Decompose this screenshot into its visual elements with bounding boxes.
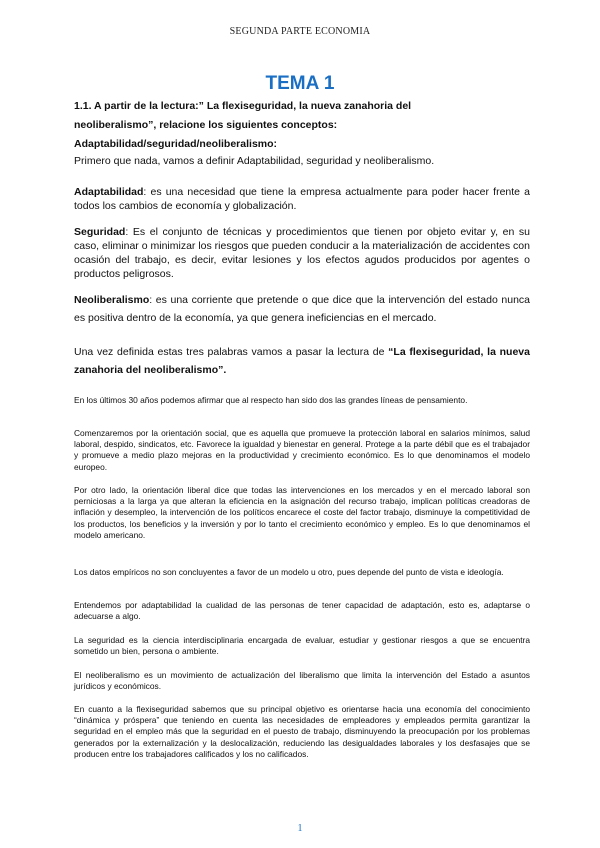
body-paragraph: Entendemos por adaptabilidad la cualidad de las personas de tener capacidad de adaptación, esto es, adaptarse o adecuarse a algo. [74,600,530,622]
page-title: TEMA 1 [265,73,335,94]
definition-seguridad [74,225,530,281]
transition-text: Una vez definida estas tres palabras vamos a pasar la lectura de [74,346,389,358]
question-line-3: Adaptabilidad/seguridad/neoliberalismo: [74,138,278,150]
body-paragraph: La seguridad es la ciencia interdisciplinaria encargada de evaluar, estudiar y gestionar riesgos a que se encuentra sometido un bien, persona o ambiente. [74,635,530,657]
definition-label: Adaptabilidad [74,186,144,198]
definition-text: : es una necesidad que tiene la empresa actualmente para poder hacer frente a todos los cambios de economía y globalización. [74,186,530,212]
definition-neoliberalismo [74,291,530,327]
definition-text: : es una corriente que pretende o que dice que la intervención del estado nunca es positiva dentro de la economía, ya que genera ineficiencias en el mercado. [74,294,530,324]
definition-text: : Es el conjunto de técnicas y procedimientos que tienen por objeto evitar y, en su caso, eliminar o minimizar los riesgos que pueden conducir a la materialización de accidentes con ocasión del trabajo, es decir, evitar lesiones y los efectos agudos producidos por agentes o productos peligrosos. [74,226,530,280]
transition-paragraph [74,343,530,379]
page-number: 1 [297,823,303,834]
reading-title: “La flexiseguridad, la nueva zanahoria del neoliberalismo”. [74,346,530,376]
question-line-1: 1.1. A partir de la lectura:” La flexiseguridad, la nueva zanahoria del [74,100,412,112]
definition-label: Seguridad [74,226,126,238]
body-paragraph: Los datos empíricos no son concluyentes a favor de un modelo u otro, pues depende del punto de vista e ideología. [74,567,504,577]
body-paragraph: Comenzaremos por la orientación social, que es aquella que promueve la protección laboral en salarios mínimos, salud laboral, despido, sindicatos, etc. Favorece la igualdad y bienestar en general. Protege a la parte débil que es el trabajador y promueve a medio plazo mejoras en la productividad y crecimiento económico. Es lo que denominamos el modelo europeo. [74,428,530,472]
page-header: SEGUNDA PARTE ECONOMIA [229,26,371,37]
intro-paragraph: Primero que nada, vamos a definir Adaptabilidad, seguridad y neoliberalismo. [74,155,435,167]
body-paragraph: En cuanto a la flexiseguridad sabemos que su principal objetivo es orientarse hacia una economía del conocimiento “dinámica y próspera” que teniendo en cuenta las necesidades de empleadores y empleados permita garantizar la seguridad en el empleo más que la seguridad en el puesto de trabajo, disminuyendo la preocupación por los problemas generados por la externalización y la deslocalización, reduciendo las desigualdades laborales y los desfasajes que se producen entre los trabajadores calificados y los no calificados. [74,704,530,759]
question-block [74,97,530,154]
body-paragraph: En los últimos 30 años podemos afirmar que al respecto han sido dos las grandes líneas de pensamiento. [74,395,468,405]
body-paragraph: El neoliberalismo es un movimiento de actualización del liberalismo que limita la intervención del Estado a asuntos jurídicos y económicos. [74,670,530,692]
question-line-2: neoliberalismo”, relacione los siguientes conceptos: [74,119,338,131]
definition-label: Neoliberalismo [74,294,150,306]
definition-adaptabilidad [74,185,530,213]
body-paragraph: Por otro lado, la orientación liberal dice que todas las intervenciones en los mercados y en el mercado laboral son perniciosas a la larga ya que alteran la eficiencia en la asignación del recurso trabajo, implican políticas creadoras de inflación y desempleo, la intervención de los políticos encarece el coste del factor trabajo, disminuye la competitividad de los productos, los beneficios y la inversión y por lo tanto el crecimiento económico y empleo. Es lo que denominamos el modelo americano. [74,485,530,540]
